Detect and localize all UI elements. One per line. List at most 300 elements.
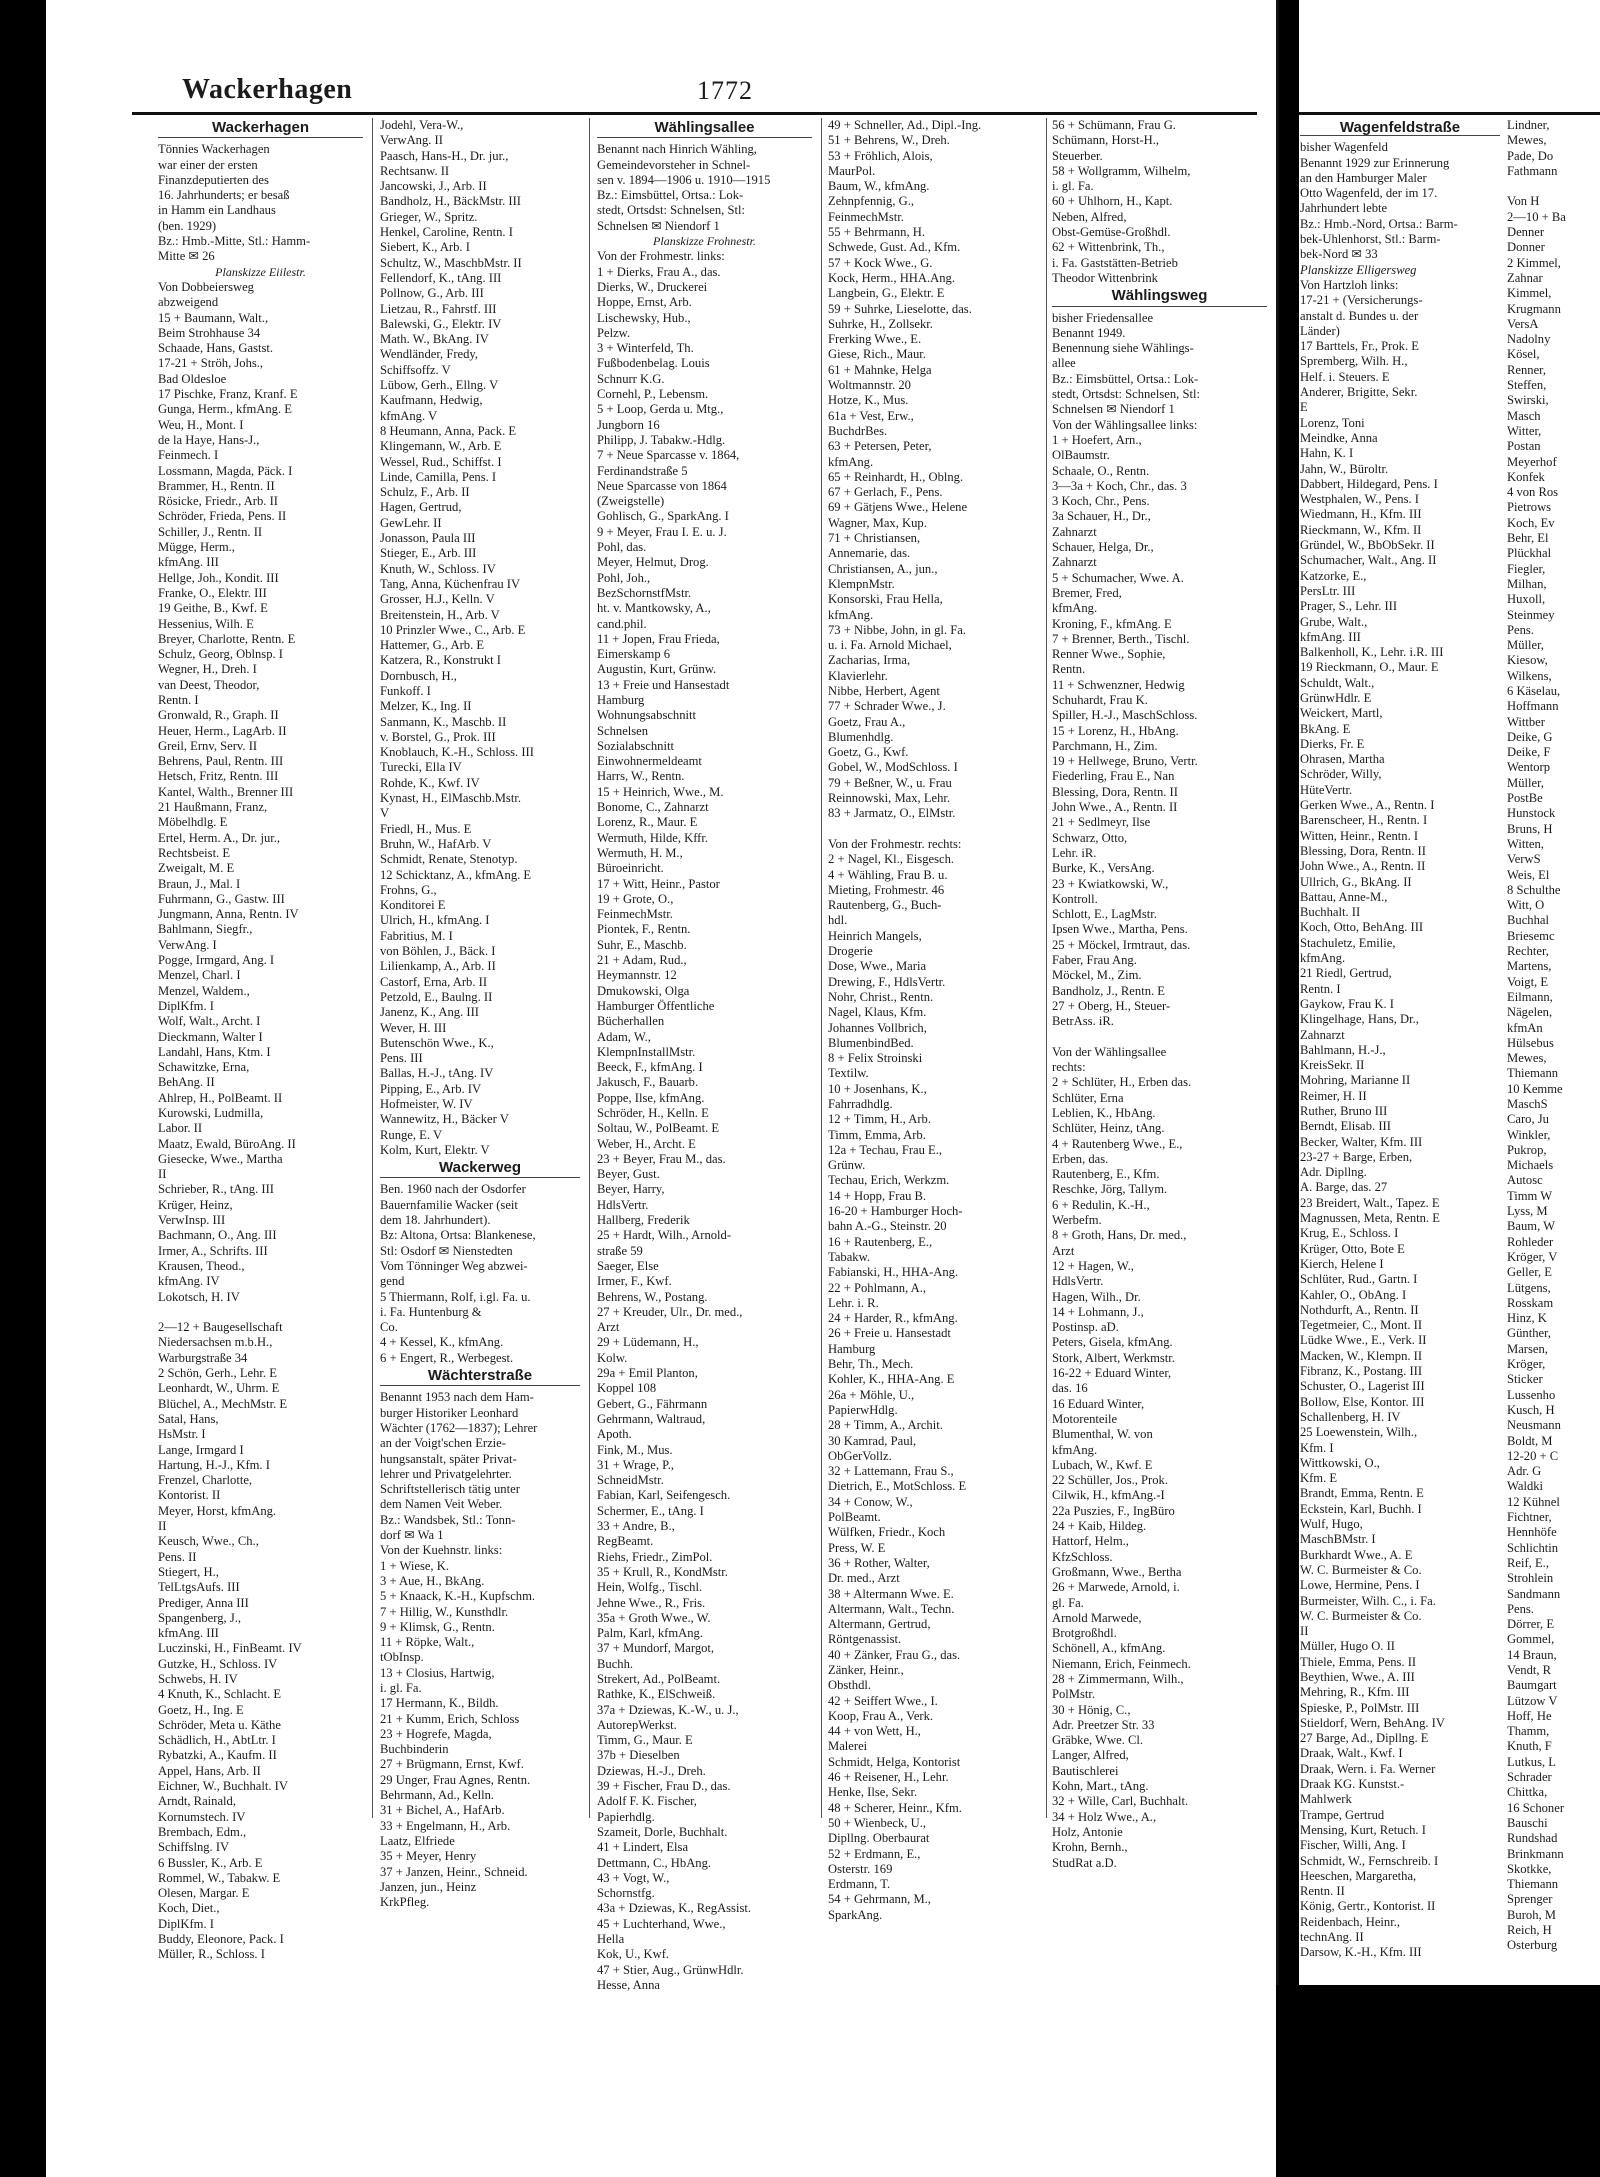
directory-entry: Giese, Rich., Maur. [828, 347, 926, 362]
directory-entry: Hinz, K [1507, 1311, 1547, 1326]
directory-entry: i. gl. Fa. [1052, 179, 1094, 194]
directory-entry: 12 + Timm, H., Arb. [828, 1112, 931, 1127]
directory-entry: Brinkmann [1507, 1846, 1564, 1861]
directory-entry: 29a + Emil Planton, [597, 1366, 698, 1381]
directory-entry: 23 + Beyer, Frau M., das. [597, 1151, 726, 1166]
directory-entry: 35a + Groth Wwe., W. [597, 1610, 711, 1625]
directory-entry: 12 Schicktanz, A., kfmAng. E [380, 867, 532, 882]
directory-entry: Postinsp. aD. [1052, 1320, 1119, 1335]
directory-entry: 8 + Felix Stroinski [828, 1051, 923, 1066]
directory-entry: Dziewas, H.-J., Dreh. [597, 1763, 706, 1778]
directory-entry: 25 Loewenstein, Wilh., [1300, 1425, 1418, 1440]
directory-entry: kfmAng. [1052, 1442, 1098, 1457]
directory-entry: Klingemann, W., Arb. E [380, 439, 502, 454]
directory-entry: gl. Fa. [1052, 1595, 1084, 1610]
directory-entry: Grosser, H.J., Kelln. V [380, 592, 495, 607]
directory-entry: Hetsch, Fritz, Rentn. III [158, 769, 279, 784]
directory-entry: Meyer, Helmut, Drog. [597, 555, 709, 570]
directory-entry: 7 + Hillig, W., Kunsthdlr. [380, 1604, 509, 1619]
directory-entry: 9 + Meyer, Frau I. E. u. J. [597, 524, 727, 539]
directory-entry: 35 + Krull, R., KondMstr. [597, 1564, 728, 1579]
directory-entry: Bandholz, H., BäckMstr. III [380, 194, 521, 209]
directory-entry: Lorenz, Toni [1300, 415, 1365, 430]
directory-entry: Spangenberg, J., [158, 1610, 242, 1625]
directory-entry: 5 + Loop, Gerda u. Mtg., [597, 402, 724, 417]
directory-entry: Gohlisch, G., SparkAng. I [597, 509, 729, 524]
directory-entry: Huxoll, [1507, 592, 1546, 607]
directory-entry: 4 + Wähling, Frau B. u. [828, 867, 948, 882]
directory-entry: Fußbodenbelag. Louis [597, 356, 710, 371]
directory-entry: Timm, G., Maur. E [597, 1733, 693, 1748]
directory-entry: Chittka, [1507, 1785, 1548, 1800]
directory-entry: Blüchel, A., MechMstr. E [158, 1396, 288, 1411]
directory-entry: Großmann, Wwe., Bertha [1052, 1564, 1182, 1579]
directory-entry: Dieckmann, Walter I [158, 1029, 263, 1044]
directory-entry: Mahlwerk [1300, 1792, 1352, 1807]
directory-entry: Eichner, W., Buchhalt. IV [158, 1779, 288, 1794]
directory-entry: Vendt, R [1507, 1662, 1552, 1677]
directory-entry: rechts: [1052, 1060, 1086, 1075]
directory-entry: Sanmann, K., Maschb. II [380, 714, 507, 729]
directory-entry: Postan [1507, 439, 1541, 454]
directory-entry: Behr, Th., Mech. [828, 1357, 914, 1372]
directory-entry: Zahnarzt [1052, 555, 1097, 570]
directory-entry: KlempnMstr. [828, 576, 895, 591]
directory-entry: Bücherhallen [597, 1014, 665, 1029]
directory-entry: Thiemann [1507, 1877, 1559, 1892]
directory-entry: Baumgart [1507, 1678, 1557, 1693]
directory-entry [1507, 179, 1600, 194]
directory-entry: OlBaumstr. [1052, 448, 1110, 463]
directory-entry: 51 + Behrens, W., Dreh. [828, 133, 950, 148]
directory-entry: Buchhalt. II [1300, 905, 1361, 920]
directory-entry: Gehrmann, Waltraud, [597, 1411, 706, 1426]
directory-entry: Konditorei E [380, 898, 446, 913]
directory-entry: Rosskam [1507, 1295, 1554, 1310]
directory-entry: Frenzel, Charlotte, [158, 1473, 253, 1488]
directory-entry: König, Gertr., Kontorist. II [1300, 1899, 1436, 1914]
directory-entry: Hein, Wolfg., Tischl. [597, 1580, 703, 1595]
directory-entry: gend [380, 1274, 405, 1289]
directory-entry: Dornbusch, H., [380, 668, 457, 683]
directory-entry: Kaufmann, Hedwig, [380, 393, 483, 408]
directory-entry: Schallenberg, H. IV [1300, 1409, 1401, 1424]
directory-entry: Bauernfamilie Wacker (seit [380, 1197, 518, 1212]
directory-entry: MaurPol. [828, 163, 876, 178]
directory-entry: Lange, Irmgard I [158, 1442, 244, 1457]
directory-entry: Lehr. iR. [1052, 845, 1097, 860]
directory-entry: Koop, Frau A., Verk. [828, 1708, 934, 1723]
directory-entry: 40 + Zänker, Frau G., das. [828, 1647, 961, 1662]
directory-entry: Neben, Alfred, [1052, 209, 1127, 224]
directory-entry: Fellendorf, K., tAng. III [380, 270, 502, 285]
directory-entry: Katzera, R., Konstrukt I [380, 653, 502, 668]
directory-entry: Gaykow, Frau K. I [1300, 996, 1394, 1011]
directory-entry: SparkAng. [828, 1907, 883, 1922]
directory-entry: Rohde, K., Kwf. IV [380, 775, 480, 790]
directory-entry: Baum, W [1507, 1219, 1556, 1234]
directory-entry: Nägelen, [1507, 1005, 1553, 1020]
directory-entry: Arzt [1052, 1243, 1075, 1258]
directory-entry: Jodehl, Vera-W., [380, 118, 464, 132]
directory-entry: Bauschi [1507, 1815, 1548, 1830]
directory-entry: Koppel 108 [597, 1381, 657, 1396]
directory-entry: Jakusch, F., Bauarb. [597, 1075, 699, 1090]
directory-entry: Pens. [1507, 1601, 1534, 1616]
directory-entry: Neusmann [1507, 1418, 1561, 1433]
directory-entry: Schulz, Georg, Oblnsp. I [158, 647, 283, 662]
plan-note: Planskizze Elligersweg [1300, 262, 1417, 277]
directory-entry: Bandholz, J., Rentn. E [1052, 983, 1165, 998]
directory-entry: Schumacher, Walt., Ang. II [1300, 553, 1437, 568]
directory-entry: 28 + Timm, A., Archit. [828, 1418, 943, 1433]
directory-entry: Dmukowski, Olga [597, 983, 690, 998]
directory-entry: 29 + Lüdemann, H., [597, 1335, 699, 1350]
directory-entry: dem Namen Veit Weber. [380, 1497, 503, 1512]
directory-entry: Schultz, W., MaschbMstr. II [380, 255, 522, 270]
directory-entry: Ulrich, H., kfmAng. I [380, 913, 490, 928]
directory-entry: 30 Kamrad, Paul, [828, 1433, 917, 1448]
directory-entry: 8 Heumann, Anna, Pack. E [380, 423, 517, 438]
directory-entry: Theodor Wittenbrink [1052, 270, 1158, 285]
directory-entry: Grube, Walt., [1300, 614, 1368, 629]
directory-entry: Rentn. I [1300, 981, 1341, 996]
directory-entry: Ohrasen, Martha [1300, 752, 1385, 767]
directory-entry: Krausen, Theod., [158, 1258, 245, 1273]
directory-entry: hdl. [828, 913, 848, 928]
directory-entry: 9 + Klimsk, G., Rentn. [380, 1619, 495, 1634]
directory-entry: Schümann, Horst-H., [1052, 133, 1160, 148]
directory-entry: Kfm. E [1300, 1471, 1338, 1486]
directory-entry: 8 Schulthe [1507, 882, 1561, 897]
directory-column-1 [158, 118, 363, 1962]
directory-entry: Schrieber, R., tAng. III [158, 1182, 274, 1197]
directory-entry: Wulf, Hugo, [1300, 1517, 1363, 1532]
directory-entry: Schaade, Hans, Gastst. [158, 341, 274, 356]
directory-entry: Schulz, F., Arb. II [380, 485, 470, 500]
directory-entry: Schröder, Willy, [1300, 767, 1382, 782]
directory-entry: 22a Puszies, F., IngBüro [1052, 1503, 1175, 1518]
directory-entry: PapierwHdlg. [828, 1402, 898, 1417]
directory-entry: Von Hartzloh links: [1300, 277, 1399, 292]
street-heading: Wählingsweg [1052, 288, 1267, 306]
directory-entry: Geller, E [1507, 1265, 1552, 1280]
directory-entry: 12 + Hagen, W., [1052, 1258, 1134, 1273]
directory-entry: Grünw. [828, 1158, 866, 1173]
directory-entry: Henkel, Caroline, Rentn. I [380, 225, 513, 240]
directory-entry: Behr, El [1507, 531, 1549, 546]
directory-entry: Thiemann [1507, 1066, 1559, 1081]
directory-entry: Kolm, Kurt, Elektr. V [380, 1142, 490, 1157]
directory-entry: Schlüter, Heinz, tAng. [1052, 1121, 1165, 1136]
directory-entry: dorf ✉ Wa 1 [380, 1528, 444, 1543]
directory-entry: Nibbe, Herbert, Agent [828, 683, 940, 698]
directory-entry: A. Barge, das. 27 [1300, 1180, 1388, 1195]
directory-entry: 15 + Baumann, Walt., [158, 310, 269, 325]
directory-entry: Heymannstr. 12 [597, 968, 677, 983]
directory-entry: Rundshad [1507, 1831, 1558, 1846]
directory-entry: MaschBMstr. I [1300, 1532, 1376, 1547]
directory-entry: Szameit, Dorle, Buchhalt. [597, 1824, 728, 1839]
directory-entry: Behrens, Paul, Rentn. III [158, 754, 284, 769]
directory-entry: Siebert, K., Arb. I [380, 240, 470, 255]
directory-entry: 62 + Wittenbrink, Th., [1052, 240, 1165, 255]
directory-entry: Bachmann, O., Ang. III [158, 1228, 277, 1243]
directory-entry: 17 Barttels, Fr., Prok. E [1300, 339, 1419, 354]
directory-entry: FeinmechMstr. [597, 907, 673, 922]
directory-entry: Co. [380, 1320, 398, 1335]
directory-entry: Kusch, H [1507, 1402, 1555, 1417]
directory-entry: Von der Frohmestr. links: [597, 249, 725, 264]
directory-entry: Olesen, Margar. E [158, 1886, 250, 1901]
directory-entry: Hamburger Öffentliche [597, 998, 715, 1013]
directory-entry: Janzen, jun., Heinz [380, 1879, 477, 1894]
directory-entry: Koch, Diet., [158, 1901, 220, 1916]
directory-entry: Castorf, Erna, Arb. II [380, 974, 488, 989]
directory-entry: Jancowski, J., Arb. II [380, 179, 487, 194]
directory-entry: 12a + Techau, Frau E., [828, 1142, 943, 1157]
directory-entry: Fichtner, [1507, 1510, 1552, 1525]
directory-entry: 5 + Schumacher, Wwe. A. [1052, 570, 1184, 585]
directory-entry: Hunstock [1507, 806, 1556, 821]
directory-entry: Jahn, W., Büroltr. [1300, 461, 1389, 476]
directory-entry: Kurowski, Ludmilla, [158, 1106, 264, 1120]
directory-entry: Dietrich, E., MotSchloss. E [828, 1479, 967, 1494]
directory-entry: 79 + Beßner, W., u. Frau [828, 775, 952, 790]
directory-entry: KlempnInstallMstr. [597, 1044, 696, 1059]
directory-entry: Fiederling, Frau E., Nan [1052, 769, 1175, 784]
directory-entry: technAng. II [1300, 1930, 1364, 1945]
directory-entry: ObGerVollz. [828, 1448, 892, 1463]
directory-entry: GrünwHdlr. E [1300, 690, 1372, 705]
directory-entry: v. Borstel, G., Prok. III [380, 729, 496, 744]
directory-entry: PolBeamt. [828, 1510, 881, 1525]
directory-entry: Kynast, H., ElMaschb.Mstr. [380, 791, 521, 806]
directory-entry: Blumenhdlg. [828, 729, 894, 744]
directory-entry: Heeschen, Margaretha, [1300, 1868, 1417, 1883]
scan-border-bottom-right [1276, 1985, 1600, 2177]
directory-entry: 1 + Hoefert, Arn., [1052, 432, 1142, 447]
directory-entry: straße 59 [597, 1243, 643, 1258]
directory-entry: Menzel, Charl. I [158, 968, 241, 983]
directory-entry: Brotgroßhdl. [1052, 1626, 1117, 1641]
directory-entry: Schornstfg. [597, 1886, 655, 1901]
directory-entry: Poppe, Ilse, kfmAng. [597, 1090, 705, 1105]
directory-entry: u. i. Fa. Arnold Michael, [828, 638, 952, 653]
directory-entry: Wittkowski, O., [1300, 1455, 1380, 1470]
directory-entry: Buddy, Eleonore, Pack. I [158, 1932, 284, 1947]
directory-entry: Stl: Osdorf ✉ Nienstedten [380, 1243, 513, 1258]
directory-entry: i. gl. Fa. [380, 1680, 422, 1695]
directory-entry: Koch, Otto, BehAng. III [1300, 920, 1424, 935]
directory-entry: Schiffslng. IV [158, 1840, 230, 1855]
directory-entry: Macken, W., Klempn. II [1300, 1348, 1423, 1363]
directory-entry: 41 + Lindert, Elsa [597, 1840, 689, 1855]
directory-entry: cand.phil. [597, 616, 647, 631]
directory-entry: Balkenholl, K., Lehr. i.R. III [1300, 645, 1444, 660]
directory-entry: Bautischlerei [1052, 1763, 1119, 1778]
directory-entry: bek-Uhlenhorst, Stl.: Barm- [1300, 232, 1441, 247]
directory-entry: Draak, Wern. i. Fa. Werner [1300, 1761, 1436, 1776]
directory-entry: Stork, Albert, Werkmstr. [1052, 1350, 1175, 1365]
directory-entry: kfmAng. [1300, 951, 1346, 966]
directory-entry: Hattemer, G., Arb. E [380, 638, 485, 653]
directory-entry: bisher Wagenfeld [1300, 140, 1388, 155]
directory-entry: 22 + Pohlmann, A., [828, 1280, 927, 1295]
directory-entry: 27 + Kreuder, Ulr., Dr. med., [597, 1304, 743, 1319]
directory-entry: 2 + Schlüter, H., Erben das. [1052, 1075, 1192, 1090]
directory-entry: 19 Rieckmann, O., Maur. E [1300, 660, 1439, 675]
directory-entry: 12-20 + C [1507, 1448, 1559, 1463]
directory-entry: Langbein, G., Elektr. E [828, 286, 945, 301]
directory-entry: Jungmann, Anna, Rentn. IV [158, 907, 299, 922]
directory-entry: Otto Wagenfeld, der im 17. [1300, 186, 1438, 201]
directory-entry: Krugmann [1507, 301, 1561, 316]
directory-entry: Pade, Do [1507, 148, 1554, 163]
directory-entry: von Böhlen, J., Bäck. I [380, 944, 496, 959]
directory-entry: 3 Koch, Chr., Pens. [1052, 494, 1150, 509]
directory-entry: Petzold, E., Baulng. II [380, 989, 493, 1004]
directory-entry: Möbelhdlg. E [158, 815, 228, 830]
directory-entry: Timm, Emma, Arb. [828, 1127, 926, 1142]
directory-entry: 43a + Dziewas, K., RegAssist. [597, 1901, 752, 1916]
directory-entry: StudRat a.D. [1052, 1855, 1117, 1870]
directory-entry: 6 + Redulin, K.-H., [1052, 1197, 1150, 1212]
scan-border-left [0, 0, 46, 2177]
directory-entry: Eilmann, [1507, 989, 1553, 1004]
directory-entry: Knoblauch, K.-H., Schloss. III [380, 745, 534, 760]
directory-entry: Pipping, E., Arb. IV [380, 1081, 482, 1096]
directory-entry: Schlott, E., LagMstr. [1052, 907, 1157, 922]
directory-entry: lehrer und Privatgelehrter. [380, 1466, 512, 1481]
directory-entry: Leblien, K., HbAng. [1052, 1106, 1156, 1120]
directory-entry: Linde, Camilla, Pens. I [380, 469, 497, 484]
directory-entry: Witter, [1507, 423, 1542, 438]
directory-entry: Winkler, [1507, 1127, 1551, 1142]
directory-entry: 53 + Fröhlich, Alois, [828, 148, 933, 163]
directory-entry: Hesse, Anna [597, 1977, 660, 1992]
directory-entry: Boldt, M [1507, 1433, 1553, 1448]
directory-entry: Schwebs, H. IV [158, 1671, 238, 1686]
directory-entry: Büroeinricht. [597, 861, 664, 876]
directory-entry: BetrAss. iR. [1052, 1014, 1114, 1029]
directory-entry: Wannewitz, H., Bäcker V [380, 1112, 509, 1127]
directory-entry: Zahnarzt [1052, 524, 1097, 539]
directory-entry: Witten, [1507, 836, 1544, 851]
directory-entry: Jahrhundert lebte [1300, 201, 1388, 216]
directory-entry: VerwInsp. III [158, 1213, 226, 1228]
directory-entry: Schröder, Meta u. Käthe [158, 1717, 281, 1732]
directory-entry: kfmAng. [828, 607, 874, 622]
directory-entry: GewLehr. II [380, 515, 442, 530]
directory-entry: Schnelsen ✉ Niendorf 1 [597, 218, 720, 233]
directory-entry: Balewski, G., Elektr. IV [380, 316, 502, 331]
directory-entry: Behrmann, Ad., Kelln. [380, 1788, 495, 1803]
directory-entry: Rentn. I [158, 692, 199, 707]
directory-entry: Philipp, J. Tabakw.-Hdlg. [597, 432, 726, 447]
directory-entry: 1 + Dierks, Frau A., das. [597, 264, 721, 279]
directory-entry: Tönnies Wackerhagen [158, 142, 270, 157]
directory-entry: Techau, Erich, Werkzm. [828, 1173, 950, 1188]
directory-entry: Hoffmann [1507, 699, 1559, 714]
directory-entry: Weis, El [1507, 867, 1550, 882]
directory-entry: Johannes Vollbrich, [828, 1020, 927, 1035]
directory-entry: 24 + Harder, R., kfmAng. [828, 1311, 958, 1326]
directory-entry: Appel, Hans, Arb. II [158, 1763, 261, 1778]
directory-entry: 63 + Petersen, Peter, [828, 439, 932, 454]
directory-entry: Günther, [1507, 1326, 1551, 1341]
directory-entry: Kösel, [1507, 347, 1540, 362]
directory-entry: Pollnow, G., Arb. III [380, 286, 484, 301]
directory-entry: 2—12 + Baugesellschaft [158, 1320, 283, 1335]
directory-entry: 8 + Groth, Hans, Dr. med., [1052, 1228, 1187, 1243]
directory-entry [1052, 1030, 1267, 1045]
directory-entry: Katzorke, E., [1300, 568, 1367, 583]
directory-entry: Peters, Gisela, kfmAng. [1052, 1335, 1173, 1350]
directory-entry: Nadolny [1507, 332, 1551, 347]
directory-entry: 27 + Brügmann, Ernst, Kwf. [380, 1757, 524, 1772]
directory-entry: 21 + Kumm, Erich, Schloss [380, 1711, 520, 1726]
directory-entry: Hotze, K., Mus. [828, 393, 909, 408]
directory-entry: Lokotsch, H. IV [158, 1289, 240, 1304]
directory-entry: Suhr, E., Maschb. [597, 937, 687, 952]
directory-entry: Schlüter, Erna [1052, 1090, 1124, 1105]
directory-entry: Spiller, H.-J., MaschSchloss. [1052, 708, 1198, 723]
directory-entry: Sticker [1507, 1372, 1543, 1387]
directory-entry: kfmAng. III [158, 1626, 219, 1641]
directory-entry: Parchmann, H., Zim. [1052, 738, 1158, 753]
directory-entry: Giesecke, Wwe., Martha [158, 1151, 283, 1166]
directory-entry: Knuth, W., Schloss. IV [380, 561, 496, 576]
directory-entry: 37 + Mundorf, Margot, [597, 1641, 715, 1656]
directory-entry: 14 + Lohmann, J., [1052, 1304, 1144, 1319]
directory-entry: Bz.: Hmb.-Mitte, Stl.: Hamm- [158, 234, 311, 249]
street-heading: Wagenfeldstraße [1300, 120, 1500, 136]
directory-entry: Wegner, H., Dreh. I [158, 662, 257, 677]
directory-entry: Baum, W., kfmAng. [828, 179, 930, 194]
directory-entry: Irmer, F., Kwf. [597, 1274, 672, 1289]
directory-entry: Weickert, Martl, [1300, 706, 1383, 721]
directory-entry: II [158, 1167, 167, 1182]
directory-entry: Kornumstech. IV [158, 1809, 246, 1824]
directory-entry: Sozialabschnitt [597, 738, 674, 753]
directory-entry: W. C. Burmeister & Co. [1300, 1562, 1422, 1577]
directory-entry: 2 Kimmel, [1507, 255, 1561, 270]
directory-entry: das. 16 [1052, 1381, 1088, 1396]
directory-entry: Schlichtin [1507, 1540, 1559, 1555]
directory-entry: Pens. II [158, 1549, 197, 1564]
directory-entry: Burke, K., VersAng. [1052, 861, 1155, 876]
directory-entry: 49 + Schneller, Ad., Dipl.-Ing. [828, 118, 982, 132]
directory-entry: DiplKfm. I [158, 1916, 214, 1931]
directory-entry: Wohnungsabschnitt [597, 708, 697, 723]
directory-entry: 21 + Adam, Rud., [597, 953, 687, 968]
directory-entry: Gemeindevorsteher in Schnel- [597, 157, 751, 172]
directory-entry: Meindke, Anna [1300, 430, 1378, 445]
directory-entry: 33 + Andre, B., [597, 1519, 675, 1534]
directory-entry: Schermer, E., tAng. I [597, 1503, 704, 1518]
directory-entry: 2 + Nagel, Kl., Eisgesch. [828, 852, 955, 867]
directory-entry: Arnold Marwede, [1052, 1610, 1142, 1625]
directory-entry: Martens, [1507, 959, 1552, 974]
directory-entry: 27 Barge, Ad., Dipllng. E [1300, 1731, 1429, 1746]
directory-entry: Fabian, Karl, Seifengesch. [597, 1488, 731, 1503]
directory-entry: bahn A.-G., Steinstr. 20 [828, 1219, 947, 1234]
directory-entry: Luczinski, H., FinBeamt. IV [158, 1641, 302, 1656]
directory-entry: Rybatzki, A., Kaufm. II [158, 1748, 277, 1763]
directory-entry: Mehring, R., Kfm. III [1300, 1685, 1410, 1700]
directory-entry: KreisSekr. II [1300, 1058, 1365, 1073]
